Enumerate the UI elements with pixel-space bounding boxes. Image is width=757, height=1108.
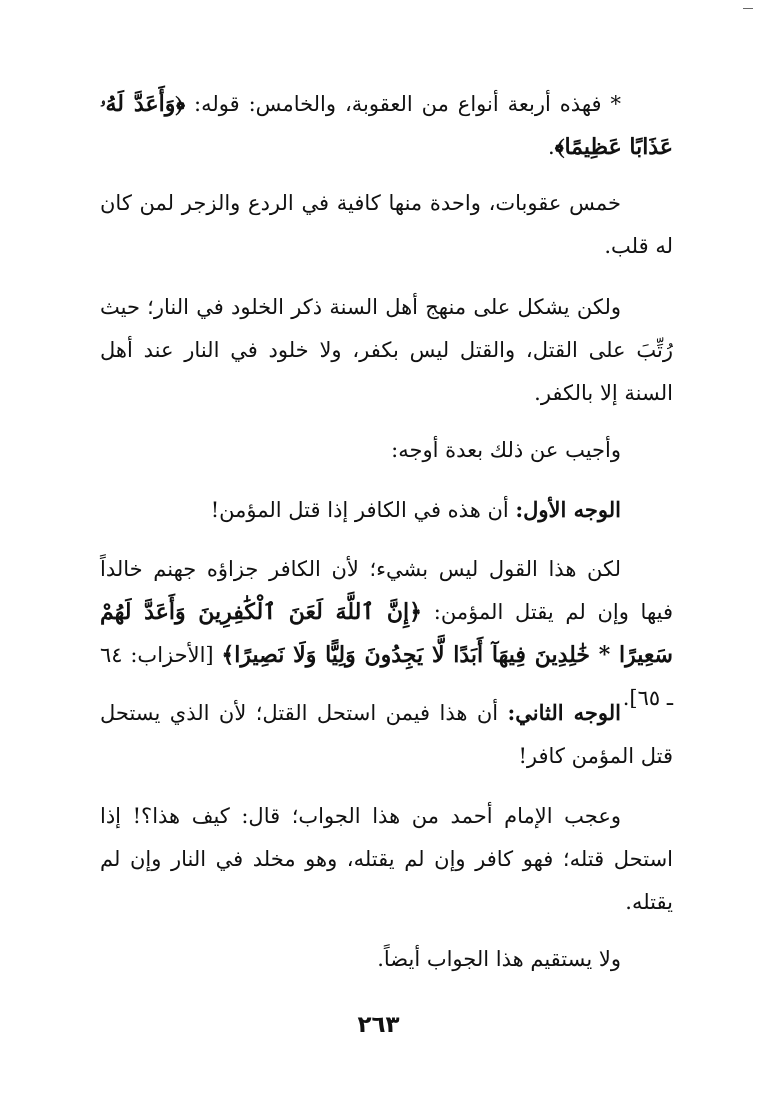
star-marker: *	[610, 92, 621, 116]
paragraph-3-text: ولكن يشكل على منهج أهل السنة ذكر الخلود في النار؛ حيث رُتِّبَ على القتل، والقتل ليس بكفر، ولا خلود في النار عند أهل السنة إلا بالكفر.	[100, 295, 673, 405]
surah-reference: [الأحزاب: ٦٤ ـ ٦٥].	[100, 643, 673, 710]
paragraph-9	[100, 938, 673, 981]
paragraph-2-text: خمس عقوبات، واحدة منها كافية في الردع والزجر لمن كان له قلب.	[100, 191, 673, 258]
quran-verse-1: ﴿وَأَعَدَّ لَهُۥ عَذَابًا عَظِيمًا﴾	[100, 91, 673, 160]
paragraph-1-end: .	[548, 135, 555, 159]
paragraph-4	[100, 429, 673, 472]
page-number: ٢٦٣	[357, 1012, 400, 1038]
paragraph-7-text: أن هذا فيمن استحل القتل؛ لأن الذي يستحل قتل المؤمن كافر!	[100, 701, 673, 768]
paragraph-6-text: لكن هذا القول ليس بشيء؛ لأن الكافر جزاؤه جهنم خالداً فيها وإن لم يقتل المؤمن:	[100, 557, 673, 624]
paragraph-8-text: وعجب الإمام أحمد من هذا الجواب؛ قال: كيف هذا؟! إذا استحل قتله؛ فهو كافر وإن لم يقتله، وهو مخلد في النار وإن لم يقتله.	[100, 804, 673, 914]
corner-mark	[743, 4, 753, 9]
paragraph-3	[100, 286, 673, 415]
quran-verse-2: ﴿إِنَّ ٱللَّهَ لَعَنَ ٱلْكَٰفِرِينَ وَأَعَدَّ لَهُمْ سَعِيرًا * خَٰلِدِينَ فِيهَآ أَبَدًا لَّا يَجِدُونَ وَلِيًّا وَلَا نَصِيرًا﴾	[100, 599, 673, 668]
paragraph-1	[100, 83, 673, 169]
paragraph-2	[100, 182, 673, 268]
section-label-second: الوجه الثاني:	[507, 700, 621, 725]
paragraph-5-text: أن هذه في الكافر إذا قتل المؤمن!	[210, 498, 516, 522]
section-label-first: الوجه الأول:	[515, 497, 621, 522]
paragraph-5	[100, 488, 673, 532]
paragraph-7	[100, 691, 673, 778]
paragraph-9-text: ولا يستقيم هذا الجواب أيضاً.	[377, 947, 621, 971]
paragraph-1-text: فهذه أربعة أنواع من العقوبة، والخامس: قوله:	[185, 92, 611, 116]
paragraph-4-text: وأجيب عن ذلك بعدة أوجه:	[391, 438, 621, 462]
paragraph-8	[100, 795, 673, 924]
